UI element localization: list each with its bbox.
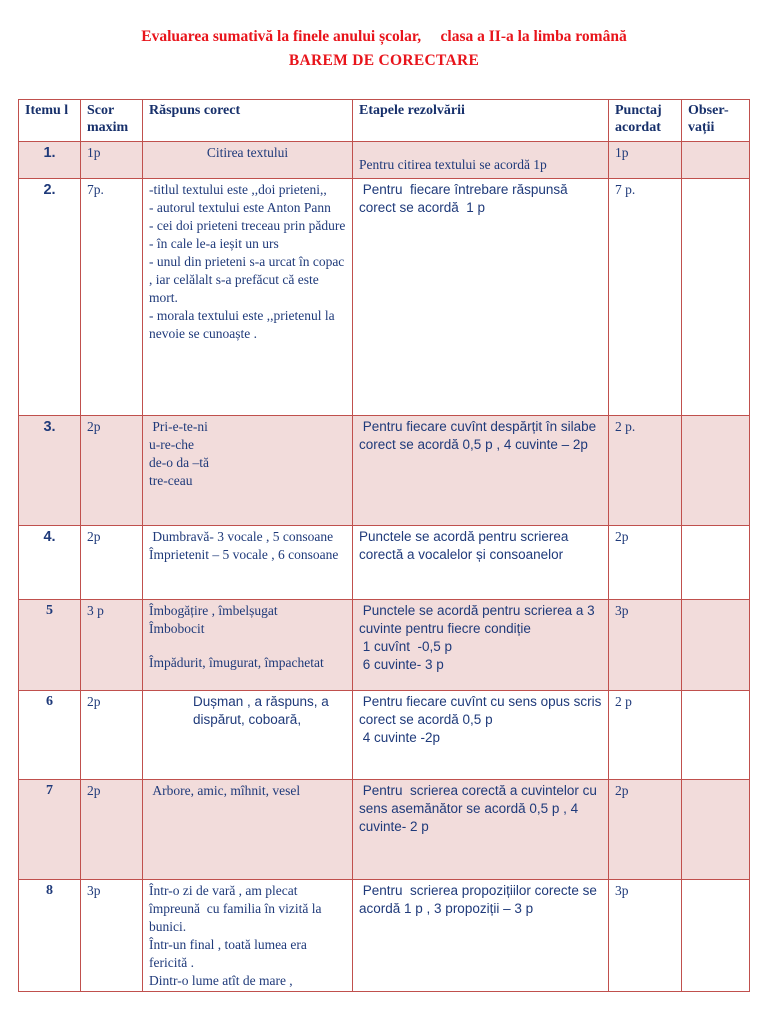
answer-line: -titlul textului este ,,doi prieteni,, — [149, 182, 327, 197]
correct-answer — [143, 691, 353, 780]
answer-line: Dumbravă- 3 vocale , 5 consoane — [149, 529, 334, 544]
answer-line — [149, 638, 346, 654]
document-subtitle: BAREM DE CORECTARE — [288, 52, 480, 69]
item-number: 8 — [19, 880, 81, 992]
max-score: 2p — [81, 780, 143, 880]
observations — [682, 416, 750, 526]
points-awarded: 2p — [609, 780, 682, 880]
max-score: 3 p — [81, 600, 143, 691]
item-number: 3. — [19, 416, 81, 526]
steps-line: Pentru scrierea corectă a cuvintelor cu sens asemănător se acordă 0,5 p , 4 cuvinte- 2 p — [359, 783, 601, 834]
answer-line: u-re-che — [149, 437, 194, 452]
item-number: 5 — [19, 600, 81, 691]
answer-line: Îmbobocit — [149, 621, 205, 636]
answer-line: Într-o zi de vară , am plecat împreună cu familia în vizită la bunici. — [149, 883, 325, 934]
header-steps: Etapele rezolvării — [353, 100, 609, 142]
max-score: 3p — [81, 880, 143, 992]
item-number: 4. — [19, 526, 81, 600]
answer-line: Într-un final , toată lumea era fericită . — [149, 937, 311, 970]
correct-answer — [143, 526, 353, 600]
header-points-awarded: Punctaj acordat — [609, 100, 682, 142]
grading-steps — [353, 179, 609, 416]
grading-steps — [353, 780, 609, 880]
grading-rubric-table — [18, 99, 750, 992]
table-row — [19, 416, 750, 526]
grading-steps — [353, 880, 609, 992]
table-row — [19, 880, 750, 992]
steps-line: Pentru citirea textului se acordă 1p — [359, 157, 547, 172]
item-number: 6 — [19, 691, 81, 780]
observations — [682, 179, 750, 416]
answer-line: Împădurit, îmugurat, împachetat — [149, 655, 324, 670]
points-awarded: 3p — [609, 600, 682, 691]
observations — [682, 780, 750, 880]
answer-line: tre-ceau — [149, 473, 193, 488]
points-awarded: 3p — [609, 880, 682, 992]
grading-steps — [353, 142, 609, 179]
steps-line: 6 cuvinte- 3 p — [359, 657, 444, 672]
max-score: 1p — [81, 142, 143, 179]
header-observations: Obser- vații — [682, 100, 750, 142]
observations — [682, 600, 750, 691]
steps-line: Punctele se acordă pentru scrierea corectă a vocalelor și consoanelor — [359, 529, 573, 562]
max-score: 7p. — [81, 179, 143, 416]
table-row — [19, 179, 750, 416]
table-row — [19, 691, 750, 780]
table-row — [19, 142, 750, 179]
header-correct-answer: Răspuns corect — [143, 100, 353, 142]
answer-line: Citirea textului — [206, 145, 289, 160]
table-row — [19, 526, 750, 600]
answer-line: Îmbogățire , îmbelșugat — [149, 603, 278, 618]
steps-line: 4 cuvinte -2p — [359, 730, 441, 745]
observations — [682, 880, 750, 992]
points-awarded: 2 p — [609, 691, 682, 780]
max-score: 2p — [81, 691, 143, 780]
answer-line: - unul din prieteni s-a urcat în copac , iar celălalt s-a prefăcut că este mort. — [149, 254, 348, 305]
correct-answer — [143, 780, 353, 880]
steps-line: 1 cuvînt -0,5 p — [359, 639, 453, 654]
observations — [682, 526, 750, 600]
steps-line — [359, 142, 602, 156]
points-awarded: 1p — [609, 142, 682, 179]
steps-line: Pentru scrierea propozițiilor corecte se acordă 1 p , 3 propoziții – 3 p — [359, 883, 601, 916]
steps-line: Pentru fiecare întrebare răspunsă corect se acordă 1 p — [359, 182, 572, 215]
table-row — [19, 600, 750, 691]
answer-line: - în cale le-a ieșit un urs — [149, 236, 279, 251]
header-item: Itemu l — [19, 100, 81, 142]
points-awarded: 7 p. — [609, 179, 682, 416]
observations — [682, 691, 750, 780]
points-awarded: 2 p. — [609, 416, 682, 526]
correct-answer — [143, 142, 353, 179]
answer-line: Dușman , a răspuns, a dispărut, coboară, — [193, 694, 333, 727]
max-score: 2p — [81, 416, 143, 526]
table-row — [19, 780, 750, 880]
steps-line: Pentru fiecare cuvînt despărțit în silabe corect se acordă 0,5 p , 4 cuvinte – 2p — [359, 419, 600, 452]
observations — [682, 142, 750, 179]
header-max-score: Scor maxim — [81, 100, 143, 142]
grading-steps — [353, 416, 609, 526]
steps-line: Pentru fiecare cuvînt cu sens opus scris corect se acordă 0,5 p — [359, 694, 606, 727]
answer-line: Împrietenit – 5 vocale , 6 consoane — [149, 547, 339, 562]
points-awarded: 2p — [609, 526, 682, 600]
steps-line: Punctele se acordă pentru scrierea a 3 cuvinte pentru fiecre condiție — [359, 603, 599, 636]
item-number: 7 — [19, 780, 81, 880]
correct-answer — [143, 179, 353, 416]
item-number: 1. — [19, 142, 81, 179]
table-header-row — [19, 100, 750, 142]
answer-line: Pri-e-te-ni — [149, 419, 208, 434]
answer-line: - autorul textului este Anton Pann — [149, 200, 331, 215]
grading-steps — [353, 526, 609, 600]
max-score: 2p — [81, 526, 143, 600]
answer-line: - cei doi prieteni treceau prin pădure — [149, 218, 346, 233]
answer-line: Arbore, amic, mîhnit, vesel — [149, 783, 301, 798]
grading-steps — [353, 600, 609, 691]
answer-line: de-o da –tă — [149, 455, 209, 470]
correct-answer — [143, 416, 353, 526]
correct-answer — [143, 880, 353, 992]
item-number: 2. — [19, 179, 81, 416]
correct-answer — [143, 600, 353, 691]
answer-line: Dintr-o lume atît de mare , — [149, 973, 293, 988]
grading-steps — [353, 691, 609, 780]
document-title: Evaluarea sumativă la finele anului școlar, clasa a II-a la limba română — [141, 28, 627, 45]
answer-line: - morala textului este ,,prietenul la nevoie se cunoaște . — [149, 308, 338, 341]
